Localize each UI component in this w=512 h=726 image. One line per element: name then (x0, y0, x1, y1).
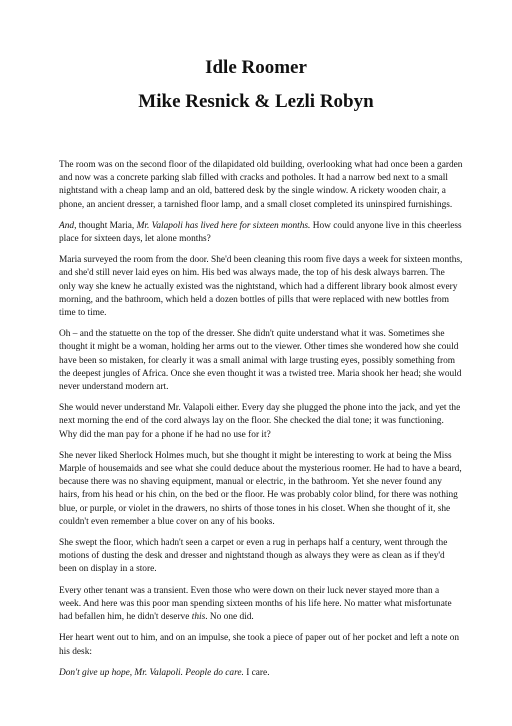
text-run: Every other tenant was a transient. Even those who were down on their luck never stayed more than a week. And here was this poor man spending sixteen months of his life here. No matter what misfortunate had befallen him, he didn't deserve (59, 585, 452, 623)
paragraph (59, 632, 463, 658)
italic-text: Mr. Valapoli has lived here for sixteen months. (136, 220, 311, 231)
text-run: How could anyone live in this cheerless place for sixteen days, let alone months? (59, 220, 462, 245)
text-run: Maria surveyed the room from the door. She'd been cleaning this room five days a week for sixteen months, and she'd still never laid eyes on him. His bed was always made, the top of his desk always barren. The only way she knew he actually existed was the nightstand, which had a different library book almost every morning, and the bathroom, which held a dozen bottles of pills that were replaced with new bottles from time to time. (59, 255, 463, 319)
paragraph (59, 450, 463, 529)
italic-text: Don't give up hope, Mr. Valapoli. People do care. (59, 667, 244, 678)
story-authors: Mike Resnick & Lezli Robyn (138, 91, 374, 112)
text-run: I care. (243, 667, 270, 678)
text-run: She would never understand Mr. Valapoli either. Every day she plugged the phone into the jack, and yet the next morning the end of the cord always lay on the floor. She checked the dial tone; it was functioning. Why did the man pay for a phone if he had no use for it? (59, 403, 461, 440)
paragraph (59, 402, 463, 442)
paragraph (59, 254, 463, 320)
paragraph (59, 667, 463, 680)
text-run: She swept the floor, which hadn't seen a carpet or even a rug in perhaps half a century, went through the motions of dusting the desk and dresser and nightstand though as always they were as clean as if they'd been on display in a store. (59, 538, 448, 575)
paragraph (59, 585, 463, 625)
text-run: The room was on the second floor of the dilapidated old building, overlooking what had once been a garden and now was a concrete parking slab filled with cracks and potholes. It had a narrow bed next to a small nightstand with a cheap lamp and an old, battered desk by the single window. A rickety wooden chair, a phone, an ancient dresser, a tarnished floor lamp, and a small closet completed its uninspired furnishings. (59, 160, 463, 210)
paragraph (59, 537, 463, 577)
italic-text: this (191, 612, 206, 623)
italic-text: And (59, 220, 75, 231)
story-body (59, 159, 463, 688)
paragraph (59, 220, 463, 246)
text-run: She never liked Sherlock Holmes much, but she thought it might be interesting to work at being the Miss Marple of housemaids and see what she could deduce about the mysterious roomer. He had to have a beard, because there was no shaving equipment, manual or electric, in the bathroom. Yet she never found any hairs, from his head or his chin, on the bed or the floor. He was probably color blind, for there was nothing blue, or purple, or violet in the drawers, no shirts of those tones in his closet. When she thought of it, she couldn't even remember a blue cover on any of his books. (59, 450, 462, 527)
paragraph (59, 328, 463, 394)
text-run: , thought Maria, (74, 220, 137, 231)
text-run: Her heart went out to him, and on an impulse, she took a piece of paper out of her pocket and left a note on his desk: (59, 633, 460, 657)
story-title: Idle Roomer (205, 57, 307, 78)
paragraph (59, 159, 463, 212)
text-run: Oh – and the statuette on the top of the dresser. She didn't quite understand what it was. Sometimes she thought it might be a woman, holding her arms out to the viewer. Other times she wondered how she could have been so mistaken, for clearly it was a small animal with large trusting eyes, possibly something from the deepest jungles of Africa. Once she even thought it was a twisted tree. Maria shook her head; she would never understand modern art. (59, 329, 462, 393)
text-run: . No one did. (205, 612, 254, 623)
